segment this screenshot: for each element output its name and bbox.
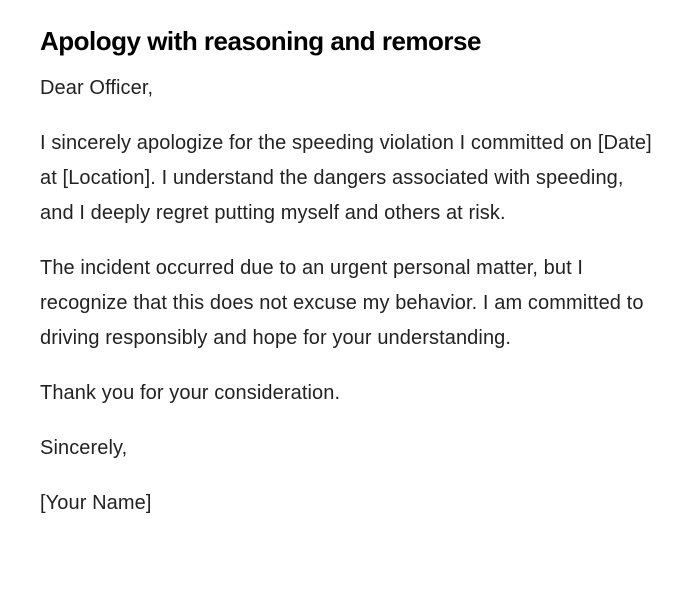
salutation: Dear Officer,	[40, 77, 154, 99]
signature: [Your Name]	[40, 492, 152, 514]
paragraph-apology: I sincerely apologize for the speeding violation I committed on [Date] at [Location]. I understand the dangers associated with speeding, and I deeply regret putting myself and others at risk.	[40, 132, 652, 224]
document-title: Apology with reasoning and remorse	[40, 26, 481, 56]
letter-body	[40, 71, 660, 521]
closing: Sincerely,	[40, 437, 128, 459]
paragraph-thanks: Thank you for your consideration.	[40, 382, 341, 404]
paragraph-reasoning: The incident occurred due to an urgent personal matter, but I recognize that this does not excuse my behavior. I am committed to driving responsibly and hope for your understanding.	[40, 257, 644, 349]
